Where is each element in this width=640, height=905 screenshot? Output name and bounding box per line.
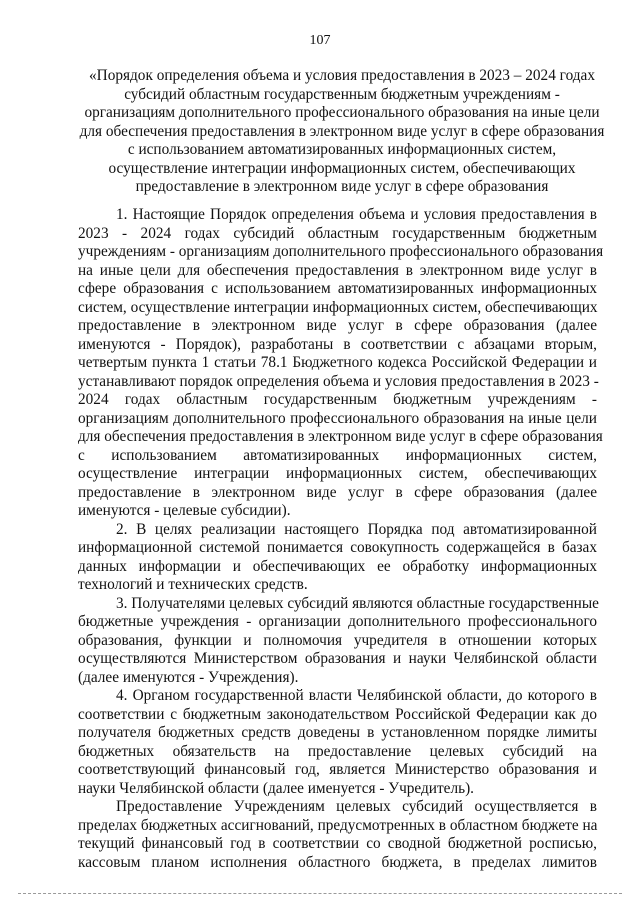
title-line: с использованием автоматизированных информационных систем, — [127, 141, 557, 158]
paragraph-line: (далее именуются - Учреждения). — [78, 668, 299, 686]
paragraph-line: образования, функции и полномочия учредителя в отношении которых — [78, 631, 597, 649]
paragraph — [78, 206, 604, 521]
paragraph-line: сфере образования с использованием автоматизированных информационных — [78, 280, 597, 297]
paragraph-line: четвертым пункта 1 статьи 78.1 Бюджетного кодекса Российской Федерации и — [78, 354, 597, 371]
paragraph-line: бюджетные учреждения - организации дополнительного профессионального — [78, 613, 597, 630]
paragraph-line: на иные цели для обеспечения предоставления в электронном виде услуг в — [78, 261, 597, 279]
paragraph-line: соответствующий финансовый год, является Министерство образования и — [78, 761, 597, 778]
paragraph-line: осуществление интеграции информационных систем, обеспечивающих — [78, 465, 597, 482]
paragraph-line: 2024 годах областным государственным бюджетным учреждениям - — [78, 391, 597, 408]
paragraph-line: кассовым планом исполнения областного бюджета, в пределах лимитов — [78, 853, 597, 871]
paragraph-line: систем, осуществление интеграции информационных систем, обеспечивающих — [78, 298, 598, 316]
title-line: осуществление интеграции информационных систем, обеспечивающих — [108, 159, 576, 177]
page-number: 107 — [309, 33, 331, 48]
paragraph-line: 2. В целях реализации настоящего Порядка под автоматизированной — [116, 520, 597, 538]
title-line: предоставление в электронном виде услуг в сфере образования — [135, 178, 549, 195]
title-line: для обеспечения предоставления в электронном виде услуг в сфере образования — [79, 122, 605, 140]
document-title — [72, 67, 612, 197]
document-body — [78, 206, 604, 872]
title-line: организациям дополнительного профессионального образования на иные цели — [84, 104, 600, 121]
paragraph-line: данных информации и обеспечивающих ее обработку информационных — [78, 557, 597, 575]
paragraph — [78, 798, 597, 872]
paragraph-line: предоставление в электронном виде услуг в сфере образования (далее — [78, 317, 597, 334]
paragraph-line: именуются - целевые субсидии). — [78, 502, 291, 519]
paragraph-line: пределах бюджетных ассигнований, предусмотренных в областном бюджете на — [78, 816, 598, 834]
paragraph-line: для обеспечения предоставления в электронном виде услуг в сфере образования — [78, 428, 603, 445]
paragraph-line: информационной системой понимается совокупность содержащейся в базах — [78, 539, 597, 556]
paragraph-line: технологий и технических средств. — [78, 576, 308, 593]
paragraph-line: получателя бюджетных средств доведены в установленном порядке лимиты — [78, 724, 597, 741]
paragraph-line: 1. Настоящие Порядок определения объема и условия предоставления в — [116, 206, 597, 223]
paragraph-line: 4. Органом государственной власти Челябинской области, до которого в — [116, 687, 597, 704]
paragraph-line: учреждениям - организациям дополнительного профессионального образования — [78, 243, 604, 260]
paragraph-line: 2023 - 2024 годах субсидий областным государственным бюджетным — [78, 224, 597, 242]
paragraph-line: Предоставление Учреждениям целевых субсидий осуществляется в — [116, 798, 597, 815]
paragraph — [78, 687, 597, 798]
footer-divider — [18, 893, 622, 894]
paragraph-line: именуются - Порядок), разработаны в соответствии с абзацами вторым, — [78, 335, 597, 353]
paragraph-line: организациям дополнительного профессионального образования на иные цели — [78, 409, 597, 427]
paragraph — [78, 595, 597, 688]
paragraph-line: осуществляются Министерством образования и науки Челябинской области — [78, 650, 597, 667]
title-line: «Порядок определения объема и условия предоставления в 2023 – 2024 годах — [89, 67, 595, 84]
paragraph-line: соответствии с бюджетным законодательством Российской Федерации как до — [78, 705, 597, 723]
paragraph-line: 3. Получателями целевых субсидий являются областные государственные — [116, 594, 599, 612]
title-line: субсидий областным государственным бюджетным учреждениям - — [124, 85, 560, 103]
paragraph-line: бюджетных обязательств на предоставление целевых субсидий на — [78, 742, 597, 760]
paragraph — [78, 521, 597, 595]
paragraph-line: с использованием автоматизированных информационных систем, — [78, 446, 597, 464]
paragraph-line: предоставление в электронном виде услуг в сфере образования (далее — [78, 483, 597, 501]
paragraph-line: науки Челябинской области (далее именуется - Учредитель). — [78, 779, 474, 797]
paragraph-line: устанавливают порядок определения объема и условия предоставления в 2023 - — [78, 372, 599, 390]
paragraph-line: текущий финансовый год в соответствии со сводной бюджетной росписью, — [78, 835, 597, 852]
